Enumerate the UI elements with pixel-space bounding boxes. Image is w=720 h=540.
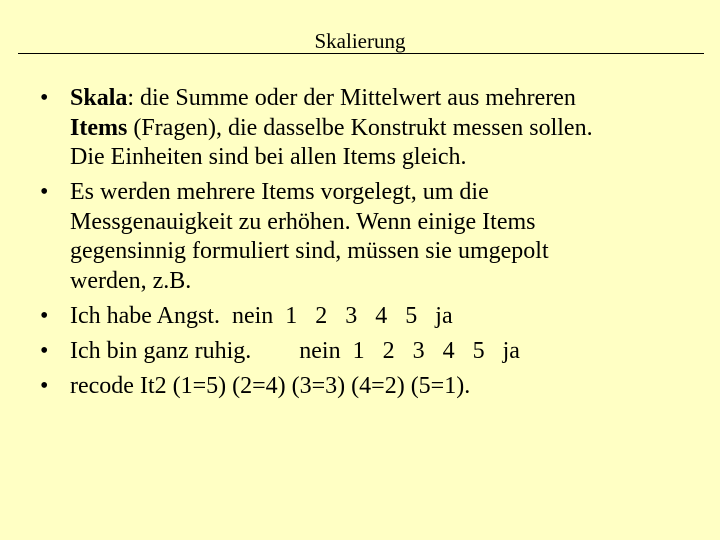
title-divider bbox=[18, 53, 704, 54]
term-skala: Skala bbox=[70, 85, 128, 111]
bullet-item-accuracy bbox=[0, 178, 720, 296]
line-text: (Fragen), die dasselbe Konstrukt messen sollen. bbox=[127, 114, 593, 141]
bullet-line: werden, z.B. bbox=[70, 267, 192, 294]
bullet-item-scale-definition bbox=[0, 84, 720, 173]
bullet-line: Es werden mehrere Items vorgelegt, um die bbox=[70, 179, 489, 205]
bullet-line: recode It2 (1=5) (2=4) (3=3) (4=2) (5=1). bbox=[70, 372, 471, 399]
bullet-dot-icon: • bbox=[40, 179, 49, 205]
term-items: Items bbox=[70, 114, 128, 141]
slide-title: Skalierung bbox=[314, 29, 406, 53]
bullet-item-recode bbox=[0, 372, 720, 402]
bullet-line bbox=[70, 114, 700, 144]
bullet-line: Ich habe Angst. nein 1 2 3 4 5 ja bbox=[70, 302, 453, 329]
bullet-line bbox=[70, 84, 700, 114]
line-text: : die Summe oder der Mittelwert aus mehreren bbox=[127, 85, 576, 111]
bullet-line: gegensinnig formuliert sind, müssen sie umgepolt bbox=[70, 238, 549, 264]
bullet-item-example-angst bbox=[0, 302, 720, 332]
bullet-item-example-ruhig bbox=[0, 337, 720, 367]
bullet-dot-icon: • bbox=[40, 85, 49, 111]
bullet-dot-icon: • bbox=[40, 337, 49, 364]
bullet-dot-icon: • bbox=[40, 302, 49, 329]
bullet-line bbox=[70, 143, 700, 173]
bullet-dot-icon: • bbox=[40, 372, 49, 399]
line-text: Die Einheiten sind bei allen Items gleich. bbox=[70, 144, 467, 170]
bullet-line: Ich bin ganz ruhig. nein 1 2 3 4 5 ja bbox=[70, 337, 520, 364]
bullet-line: Messgenauigkeit zu erhöhen. Wenn einige Items bbox=[70, 208, 536, 235]
bullet-list bbox=[0, 84, 720, 407]
